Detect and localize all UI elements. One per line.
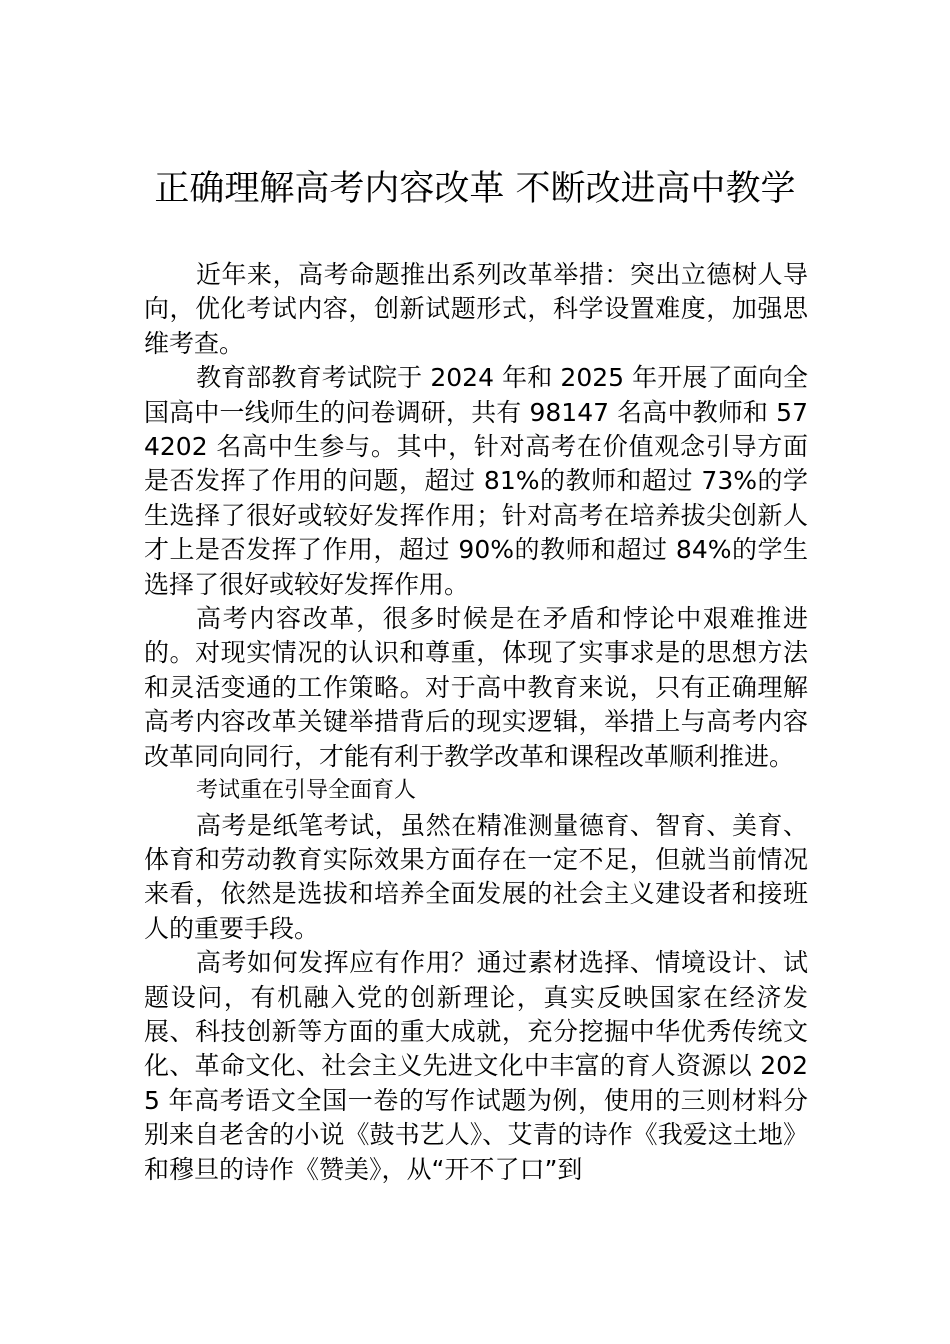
document-title: 正确理解高考内容改革 不断改进高中教学: [154, 169, 796, 209]
paragraph-exam-function: 高考如何发挥应有作用？通过素材选择、情境设计、试题设问，有机融入党的创新理论，真实反映国家在经济发展、科技创新等方面的重大成就，充分挖掘中华优秀传统文化、革命文化、社会主义先进文化中丰富的育人资源以 2025 年高考语文全国一卷的写作试题为例，使用的三则材料分别来自老舍的小说《鼓书艺人》、艾青的诗作《我爱这土地》和穆旦的诗作《赞美》，从“开不了口”到: [144, 948, 808, 1184]
section-subheading: 考试重在引导全面育人: [196, 778, 417, 804]
paragraph-intro: 近年来，高考命题推出系列改革举措：突出立德树人导向，优化考试内容，创新试题形式，科学设置难度，加强思维考查。: [144, 260, 808, 358]
document-body: [144, 258, 808, 1187]
paragraph-reform: 高考内容改革，很多时候是在矛盾和悖论中艰难推进的。对现实情况的认识和尊重，体现了实事求是的思想方法和灵活变通的工作策略。对于高中教育来说，只有正确理解高考内容改革关键举措背后的现实逻辑，举措上与高考内容改革同向同行，才能有利于教学改革和课程改革顺利推进。: [144, 604, 808, 771]
paragraph-survey: 教育部教育考试院于 2024 年和 2025 年开展了面向全国高中一线师生的问卷调研，共有 98147 名高中教师和 574202 名高中生参与。其中，针对高考在价值观念引导方面是否发挥了作用的问题，超过 81%的教师和超过 73%的学生选择了很好或较好发挥作用；针对高考在培养拔尖创新人才上是否发挥了作用，超过 90%的教师和超过 84%的学生选择了很好或较好发挥作用。: [144, 363, 808, 599]
paragraph-exam-role: 高考是纸笔考试，虽然在精准测量德育、智育、美育、体育和劳动教育实际效果方面存在一定不足，但就当前情况来看，依然是选拔和培养全面发展的社会主义建设者和接班人的重要手段。: [144, 810, 808, 943]
